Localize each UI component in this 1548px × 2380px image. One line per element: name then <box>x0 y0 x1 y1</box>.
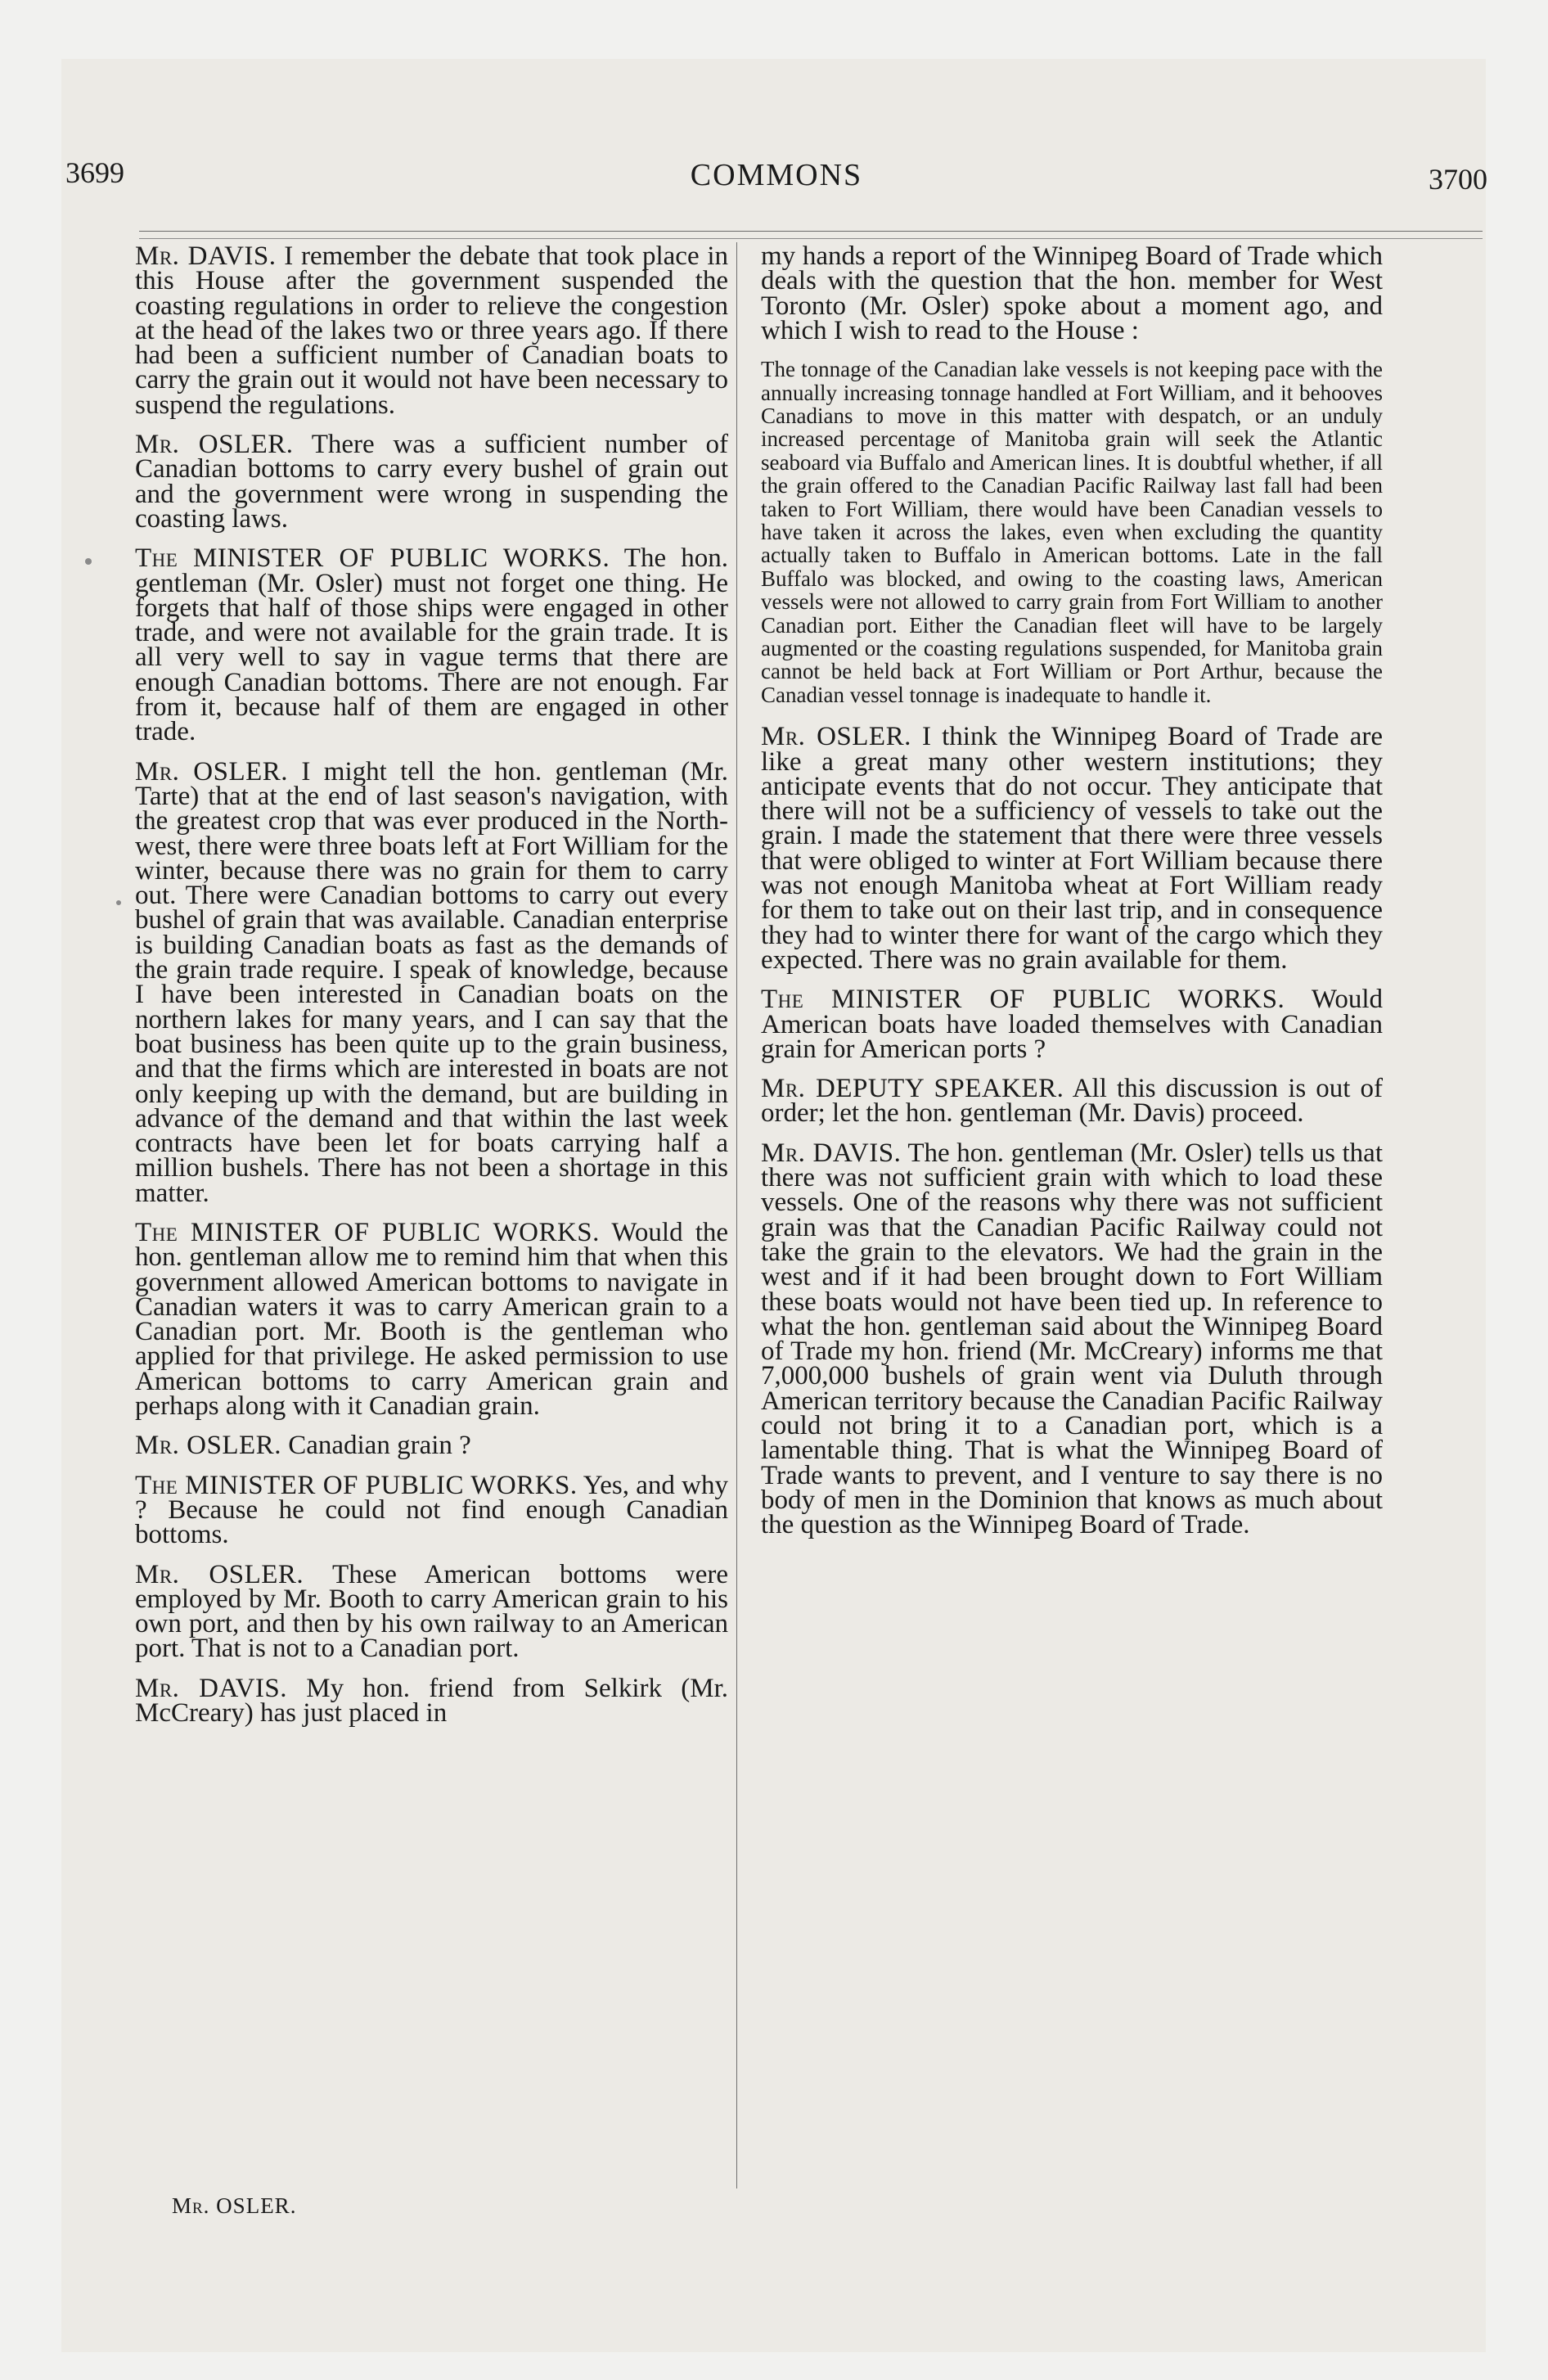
speech-text: My hon. friend from Selkirk (Mr. McCreary) has just placed in <box>135 1673 728 1729</box>
speech-continuation: my hands a report of the Winnipeg Board of Trade which deals with the question that the hon. member for West Toronto (Mr. Osler) spoke about a moment ago, and which I wish to read to the House : <box>761 241 1383 345</box>
page-number-left: 3699 <box>65 156 124 189</box>
speech <box>135 1431 728 1461</box>
page-header <box>65 98 1487 196</box>
header-rule <box>139 231 1483 232</box>
speech-text: All this discussion is out of order; let the hon. gentleman (Mr. Davis) proceed. <box>761 1074 1383 1129</box>
running-title: COMMONS <box>690 158 863 192</box>
speaker-name: The MINISTER OF PUBLIC WORKS. <box>135 543 610 574</box>
speech <box>135 1217 729 1422</box>
speaker-name: Mr. DAVIS. <box>761 1138 902 1168</box>
column-divider <box>736 242 737 2188</box>
speech <box>135 756 728 1208</box>
speech <box>761 722 1383 975</box>
speech-text: I remember the debate that took place in this House after the government suspended the coasting regulations in order to relieve the congestion at the head of the lakes two or three years ago. If there had been a sufficient number of Canadian boats to carry the grain out it would not have been necessary to suspend the regulations. <box>135 241 728 420</box>
speech <box>135 543 729 747</box>
speaker-name: Mr. DAVIS. <box>135 1673 287 1703</box>
speaker-name: The MINISTER OF PUBLIC WORKS. <box>761 985 1285 1015</box>
speech <box>135 1559 728 1664</box>
speech <box>135 1470 729 1550</box>
speaker-name: Mr. OSLER. <box>761 722 911 752</box>
speaker-name: The MINISTER OF PUBLIC WORKS. <box>135 1217 600 1247</box>
speech-text: These American bottoms were employed by Mr. Booth to carry American grain to his own port, and then by his own railway to an American port. That is not to a Canadian port. <box>135 1559 728 1664</box>
speech-text: The hon. gentleman (Mr. Osler) must not forget one thing. He forgets that half of those ships were engaged in other trade, and were not available for the grain trade. It is all very well to say in vague terms that there are enough Canadian bottoms. There are not enough. Far from it, because half of them are engaged in other trade. <box>135 543 729 747</box>
speech-text: I might tell the hon. gentleman (Mr. Tarte) that at the end of last season's navigation, with the greatest crop that was ever produced in the North-west, there were three boats left at Fort William for the winter, because there was no grain for them to carry out. There were Canadian bottoms to carry out every bushel of grain that was available. Canadian enterprise is building Canadian boats as fast as the demands of the grain trade require. I speak of knowledge, because I have been interested in Canadian boats on the northern lakes for many years, and I can say that the boat business has been quite up to the grain business, and that the firms which are interested in boats are not only keeping up with the demand, but are building in advance of the demand and that within the last week contracts have been let for boats carrying half a million bushels. There has not been a shortage in this matter. <box>135 756 728 1208</box>
speech-text: Yes, and why ? Because he could not find enough Canadian bottoms. <box>135 1470 729 1550</box>
speech-text: I think the Winnipeg Board of Trade are like a great many other western institutions; they anticipate events that do not occur. They anticipate that there will not be a sufficiency of vessels to take out the grain. I made the statement that there were three vessels that were obliged to winter at Fort William because there was not enough Manitoba wheat at Fort William ready for them to take out on their last trip, and in consequence they had to winter there for want of the cargo which they expected. There was no grain available for them. <box>761 722 1383 975</box>
quoted-report: The tonnage of the Canadian lake vessels is not keeping pace with the annually increasing tonnage handled at Fort William, and it behooves Canadians to move in this matter with despatch, or an unduly increased percentage of Manitoba grain will seek the Atlantic seaboard via Buffalo and American lines. It is doubtful whether, if all the grain offered to the Canadian Pacific Railway last fall had been taken to Fort William, there would have been Canadian vessels to have taken it across the lakes, even when excluding the quantity actually taken to Buffalo in American bottoms. Late in the fall Buffalo was blocked, and owing to the coasting laws, American vessels were not allowed to carry grain from Fort William to another Canadian port. Either the Canadian fleet will have to be largely augmented or the coasting regulations suspended, for Manitoba grain cannot be held back at Fort William or Port Arthur, because the Canadian vessel tonnage is inadequate to handle it. <box>761 357 1383 707</box>
speech <box>135 430 729 534</box>
speech-text: Canadian grain ? <box>288 1431 471 1461</box>
speaker-name: Mr. OSLER. <box>135 756 289 787</box>
speech <box>761 1074 1383 1129</box>
speech-text: The hon. gentleman (Mr. Osler) tells us that there was not sufficient grain with which to load these vessels. One of the reasons why there was not sufficient grain was that the Canadian Pacific Railway could not take the grain to the elevators. We had the grain in the west and if it had been brought down to Fort William these boats would not have been tied up. In reference to what the hon. gentleman said about the Winnipeg Board of Trade my hon. friend (Mr. McCreary) informs me that 7,000,000 bushels of grain went via Duluth through American territory because the Canadian Pacific Railway could not bring it to a Canadian port, which is a lamentable thing. That is what the Winnipeg Board of Trade wants to prevent, and I venture to say there is no body of men in the Dominion that knows as much about the question as the Winnipeg Board of Trade. <box>761 1138 1383 1540</box>
scan-speck <box>85 558 92 565</box>
left-column <box>135 241 729 1740</box>
scan-speck <box>116 900 121 905</box>
speech <box>135 241 728 420</box>
header-rule-thin <box>139 238 1483 239</box>
speech <box>135 1673 728 1729</box>
speaker-name: Mr. OSLER. <box>135 1431 281 1461</box>
speaker-name: Mr. OSLER. <box>135 1559 304 1589</box>
speaker-name: Mr. DAVIS. <box>135 241 277 271</box>
speaker-name: Mr. DEPUTY SPEAKER. <box>761 1074 1064 1104</box>
speech-text: Would the hon. gentleman allow me to remind him that when this government allowed American bottoms to navigate in Canadian waters it was to carry American grain to a Canadian port. Mr. Booth is the gentleman who applied for that privilege. He asked permission to use American bottoms to carry American grain and perhaps along with it Canadian grain. <box>135 1217 729 1422</box>
speech <box>761 1138 1383 1540</box>
speech <box>761 987 1383 1062</box>
right-column <box>761 241 1384 1552</box>
catchword: Mr. OSLER. <box>172 2193 297 2218</box>
speech-text: There was a sufficient number of Canadian bottoms to carry every bushel of grain out and the government were wrong in suspending the coasting laws. <box>135 430 729 534</box>
page-number-right: 3700 <box>1429 163 1487 196</box>
speech-text: Would American boats have loaded themselves with Canadian grain for American ports ? <box>761 985 1384 1064</box>
speaker-name: Mr. OSLER. <box>135 430 294 460</box>
speaker-name: The MINISTER OF PUBLIC WORKS. <box>135 1470 578 1500</box>
